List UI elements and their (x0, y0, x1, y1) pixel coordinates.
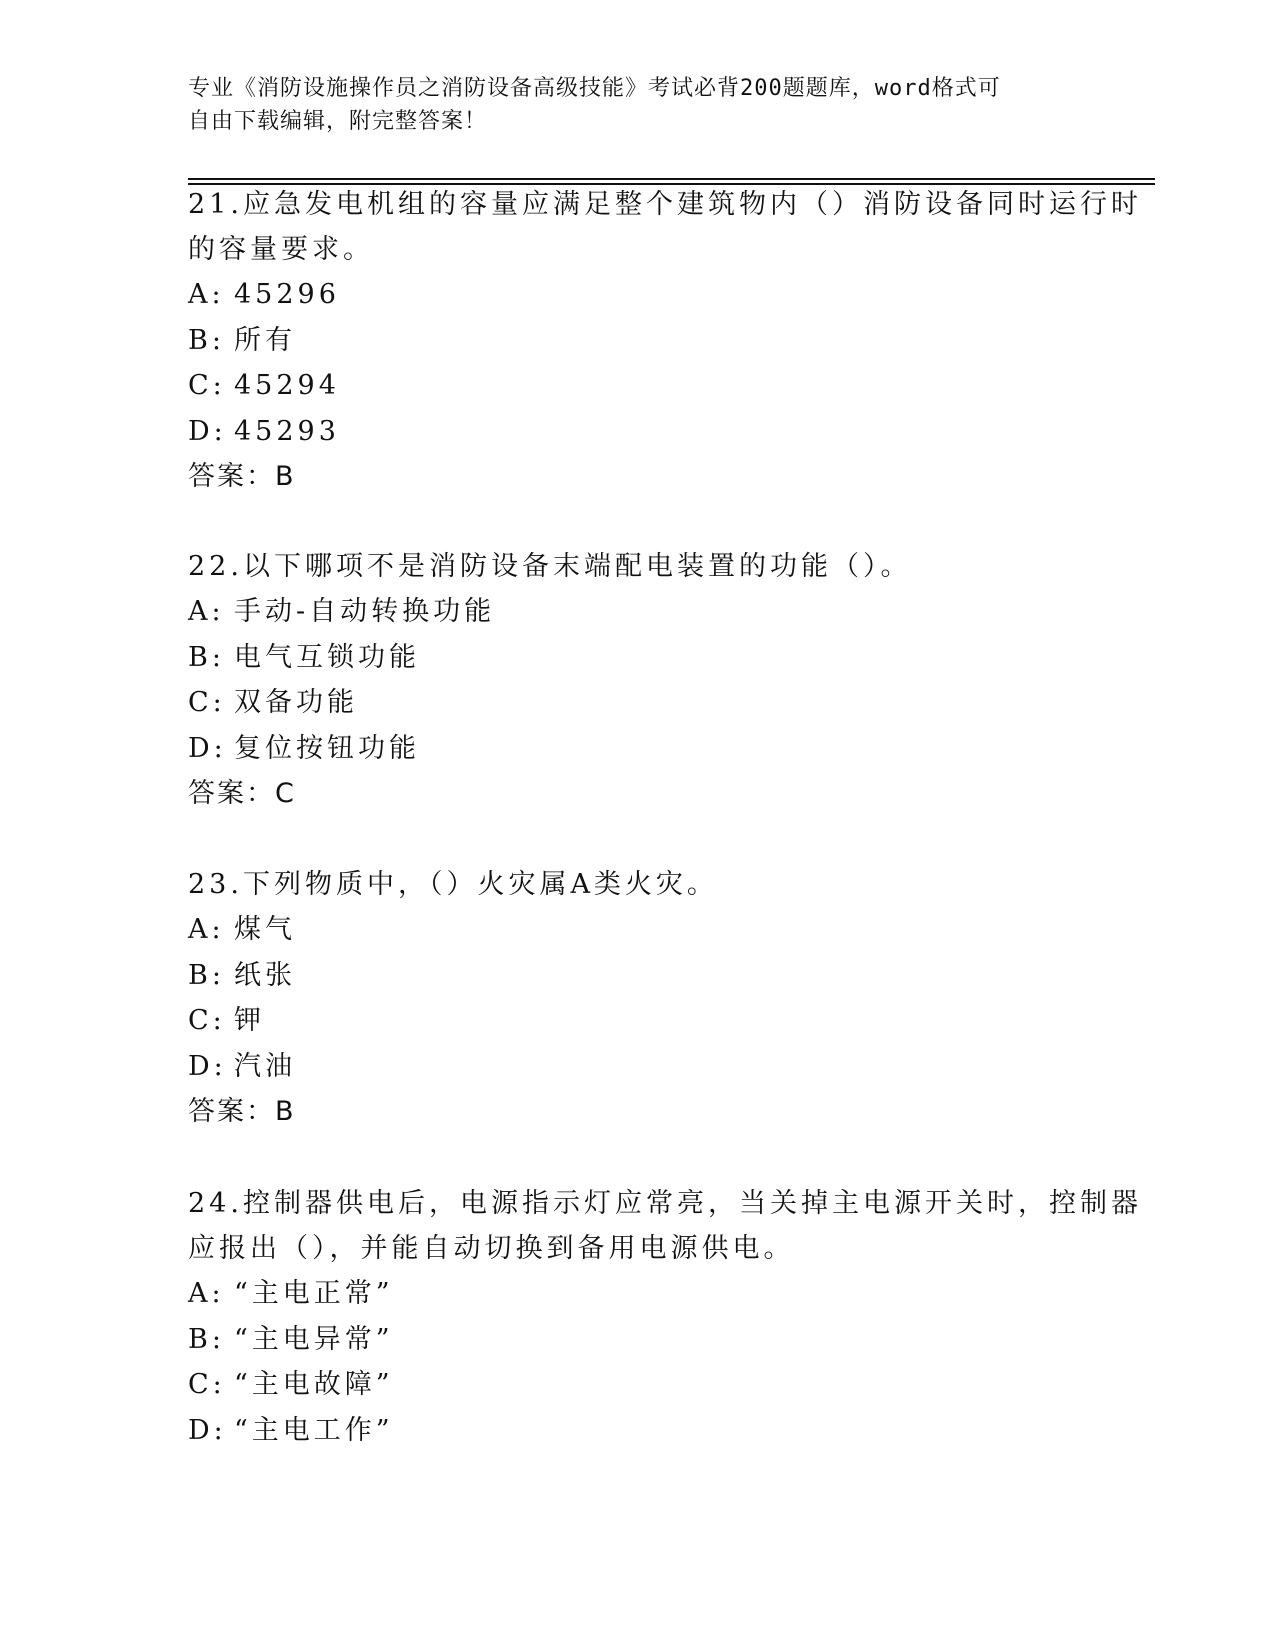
option-letter: A: (188, 1278, 225, 1309)
header-line-1: 专业《消防设施操作员之消防设备高级技能》考试必背200题题库，word格式可 (188, 76, 1001, 101)
option-letter: B: (188, 641, 225, 673)
option-text: 手动-自动转换功能 (234, 596, 496, 627)
option-d (188, 409, 1088, 455)
answer-label: 答案：C (188, 778, 296, 809)
question-line: 23.下列物质中，（）火灾属A类火灾。 (188, 869, 718, 900)
question-21 (188, 182, 1142, 499)
option-b (188, 318, 1088, 364)
option-text: 双备功能 (234, 687, 358, 718)
option-letter: B: (188, 1323, 225, 1355)
option-letter: B: (188, 959, 225, 991)
option-a (188, 589, 1088, 635)
header-divider-top (188, 178, 1155, 180)
option-letter: A: (188, 914, 225, 945)
option-text: “主电故障” (234, 1369, 394, 1400)
option-letter: A: (188, 596, 225, 627)
question-text (188, 1181, 1142, 1271)
option-d (188, 1408, 1088, 1454)
question-line: 应报出（），并能自动切换到备用电源供电。 (188, 1233, 795, 1264)
option-text: “主电异常” (234, 1323, 394, 1355)
option-letter: D: (188, 415, 227, 447)
option-b (188, 1317, 1088, 1363)
option-letter: C: (188, 1005, 226, 1036)
option-text: 电气互锁功能 (234, 641, 420, 673)
option-letter: A: (188, 279, 225, 310)
option-letter: C: (188, 1369, 226, 1400)
option-b (188, 635, 1088, 681)
option-text: 汽油 (234, 1050, 296, 1082)
option-text: 煤气 (234, 914, 296, 945)
question-text (188, 182, 1142, 272)
answer-label: 答案：B (188, 461, 296, 492)
option-d (188, 1044, 1088, 1090)
question-23 (188, 862, 1088, 1134)
option-text: 纸张 (234, 959, 296, 991)
option-a (188, 1271, 1088, 1317)
option-text: 45296 (234, 279, 340, 310)
option-text: 复位按钮功能 (234, 732, 420, 764)
option-letter: D: (188, 1050, 227, 1082)
option-text: 所有 (234, 324, 296, 356)
question-22 (188, 544, 1088, 816)
question-24 (188, 1181, 1142, 1453)
option-text: 45294 (234, 370, 340, 401)
option-c (188, 363, 1088, 409)
question-text (188, 862, 1088, 907)
option-letter: C: (188, 687, 226, 718)
option-c (188, 998, 1088, 1044)
option-c (188, 1362, 1088, 1408)
option-b (188, 953, 1088, 999)
option-text: “主电正常” (234, 1278, 394, 1309)
option-c (188, 680, 1088, 726)
question-line: 22.以下哪项不是消防设备末端配电装置的功能（）。 (188, 551, 912, 582)
option-d (188, 726, 1088, 772)
option-a (188, 907, 1088, 953)
option-text: 钾 (234, 1005, 265, 1036)
option-text: “主电工作” (234, 1414, 394, 1446)
header-line-2: 自由下载编辑，附完整答案！ (188, 109, 488, 134)
option-letter: B: (188, 324, 225, 356)
question-line: 的容量要求。 (188, 234, 374, 265)
option-text: 45293 (234, 415, 340, 447)
question-line: 21.应急发电机组的容量应满足整个建筑物内（）消防设备同时运行时 (188, 189, 1142, 220)
document-header (188, 72, 1068, 138)
option-letter: D: (188, 1414, 227, 1446)
answer-label: 答案：B (188, 1096, 296, 1127)
question-line: 24.控制器供电后，电源指示灯应常亮，当关掉主电源开关时，控制器 (188, 1188, 1142, 1219)
question-text (188, 544, 1088, 589)
option-a (188, 272, 1088, 318)
option-letter: D: (188, 732, 227, 764)
option-letter: C: (188, 370, 226, 401)
